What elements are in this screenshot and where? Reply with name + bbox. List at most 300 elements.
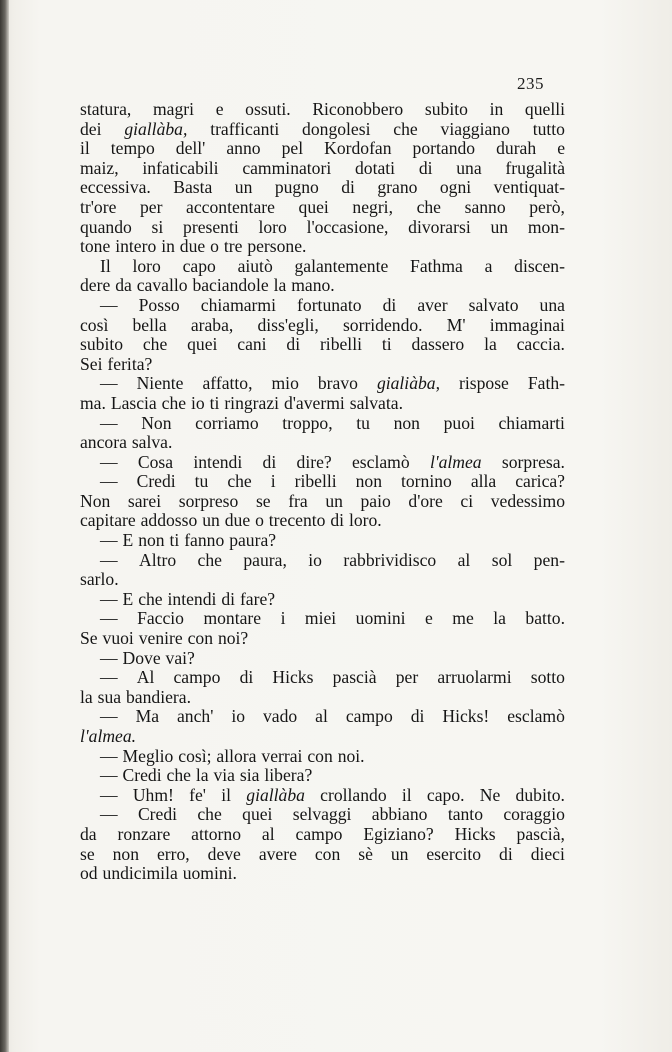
word: vado [263, 706, 298, 727]
word: sè [358, 843, 373, 864]
word: d'ore [408, 490, 443, 511]
word: — [100, 549, 118, 570]
text-line [80, 316, 565, 336]
word: Cosa [137, 451, 174, 472]
word: un [325, 490, 343, 511]
word: paura, [243, 549, 287, 570]
word: coraggio [503, 804, 565, 825]
word: vuoi [102, 628, 134, 649]
word: — [100, 804, 118, 825]
word: per [139, 196, 163, 217]
word: un [234, 177, 253, 198]
word: od [80, 863, 98, 884]
word: che [197, 549, 222, 570]
word: Meglio [122, 745, 174, 766]
word: così [80, 314, 109, 335]
word: Ne [479, 784, 501, 805]
word: dei [80, 118, 102, 139]
word: una [539, 294, 565, 315]
word: dassero [411, 334, 465, 355]
word: Sei [80, 353, 103, 374]
word: Al [136, 667, 155, 688]
word: non [355, 471, 383, 492]
word: Posso [138, 294, 180, 315]
word: capo [182, 255, 216, 276]
text-line [80, 551, 565, 571]
word: Non [141, 412, 172, 433]
word: rabbrividisco [343, 549, 437, 570]
word: addosso [140, 510, 198, 531]
word: eccessiva. [80, 177, 151, 198]
word: non [112, 843, 139, 864]
word: sua [97, 686, 122, 707]
text-line [80, 766, 565, 786]
word: tone [80, 236, 111, 257]
page-number: 235 [517, 74, 544, 93]
word: aver [417, 294, 448, 315]
word: — [100, 373, 118, 394]
word: noi? [217, 628, 249, 649]
word: — [100, 608, 118, 629]
word: Credi [137, 804, 178, 825]
word: Hicks! [442, 706, 490, 727]
word: ma. [80, 392, 106, 413]
word: uomini [355, 608, 406, 629]
word: giallàba, [124, 118, 188, 139]
word: sanno [464, 196, 506, 217]
word: camminatori [242, 157, 332, 178]
word: sarei [127, 490, 162, 511]
word: se [80, 843, 95, 864]
text-line [80, 198, 565, 218]
word: ferita? [107, 353, 153, 374]
word: a [484, 255, 493, 276]
word: — [100, 667, 118, 688]
word: la [80, 686, 93, 707]
word: Credi [136, 471, 176, 492]
word: così; [178, 745, 212, 766]
word: — [100, 784, 118, 805]
word: subito [424, 99, 468, 119]
word: tanto [447, 804, 483, 825]
text-line [80, 570, 565, 590]
word: — [100, 471, 118, 492]
text-line [80, 845, 565, 865]
word: immaginai [489, 314, 565, 335]
word: affatto, [202, 373, 253, 394]
word: puoi [443, 412, 475, 433]
word: Kordofan [324, 138, 392, 159]
word: sol [491, 549, 513, 570]
word: la [273, 275, 287, 296]
text-line [80, 747, 565, 767]
word: Egiziano? [363, 823, 434, 844]
word: campo [345, 706, 393, 727]
word: montare [203, 608, 262, 629]
word: giallàba [246, 784, 305, 805]
word: l'occasione, [306, 216, 389, 237]
word: chiamarti [498, 412, 565, 433]
word: Niente [136, 373, 184, 394]
word: sorpreso [178, 490, 239, 511]
word: di [286, 334, 301, 355]
word: con [187, 628, 214, 649]
word: arruolarmi [437, 667, 512, 688]
text-line [80, 120, 565, 140]
word: il [401, 784, 412, 805]
word: Hicks [454, 823, 496, 844]
word: dieci [530, 843, 565, 864]
word: d'avermi [283, 392, 345, 413]
word: galantemente [294, 255, 389, 276]
word: non [393, 412, 420, 433]
word: uomini. [182, 863, 237, 884]
word: Credi [122, 765, 162, 786]
text-line [80, 707, 565, 727]
word: bella [132, 314, 167, 335]
word: con [314, 843, 341, 864]
word: maiz, [80, 157, 119, 178]
word: il [80, 138, 90, 159]
word: di [341, 177, 355, 198]
page-spine-edge [0, 0, 9, 1052]
word: per [395, 667, 419, 688]
word: un [390, 843, 409, 864]
text-line [80, 335, 565, 355]
word: esercito [426, 843, 482, 864]
word: in [489, 99, 504, 119]
text-line [80, 139, 565, 159]
word: caccia. [516, 334, 565, 355]
word: venire [138, 628, 183, 649]
word: ti [381, 334, 392, 355]
word: chiamarmi [200, 294, 276, 315]
text-line [80, 394, 565, 414]
word: quei [242, 804, 273, 825]
text-line [80, 414, 565, 434]
text-line [80, 688, 565, 708]
word: io [231, 706, 246, 727]
word: — [100, 765, 118, 786]
word: di [239, 667, 254, 688]
word: crollando [320, 784, 387, 805]
word: però, [529, 196, 565, 217]
word: magri [152, 99, 195, 119]
word: di [382, 294, 397, 315]
word: sorridendo. [342, 314, 423, 335]
word: E [122, 588, 134, 609]
word: non [138, 530, 165, 551]
word: sorpresa. [501, 451, 565, 472]
word: carica? [515, 471, 565, 492]
word: bravo [317, 373, 358, 394]
word: tornino [401, 471, 452, 492]
word: trafficanti [210, 118, 280, 139]
word: alla [470, 471, 497, 492]
word: e [557, 138, 565, 159]
word: — [100, 412, 118, 433]
word: intendi [193, 451, 243, 472]
text-line [80, 178, 565, 198]
word: persone. [247, 236, 307, 257]
word: sarlo. [80, 569, 119, 590]
word: trecento [268, 510, 326, 531]
word: araba, [190, 314, 234, 335]
word: — [100, 530, 118, 551]
word: me [452, 608, 474, 629]
text-line [80, 786, 565, 806]
text-line [80, 257, 565, 277]
word: loro [132, 255, 161, 276]
word: dongolesi [302, 118, 371, 139]
word: l'almea [429, 451, 482, 472]
word: dubito. [515, 784, 565, 805]
text-line [80, 100, 565, 120]
word: la [493, 608, 506, 629]
word: fe' [189, 784, 206, 805]
word: — [100, 588, 118, 609]
word: tu [356, 412, 370, 433]
text-line [80, 218, 565, 238]
word: pugno [274, 177, 319, 198]
word: capitare [80, 510, 136, 531]
word: ti [209, 392, 220, 413]
word: capo. [426, 784, 465, 805]
text-line [80, 590, 565, 610]
word: salvato [468, 294, 519, 315]
word: fortunato [297, 294, 362, 315]
word: di [418, 157, 433, 178]
word: da [80, 823, 97, 844]
word: anch' [176, 706, 214, 727]
word: E [122, 530, 134, 551]
word: salvata. [349, 392, 403, 413]
text-line [80, 668, 565, 688]
word: accontentare [186, 196, 275, 217]
word: al [457, 549, 471, 570]
word: la [484, 334, 497, 355]
word: portando [412, 138, 476, 159]
word: che [142, 334, 168, 355]
word: di [262, 451, 277, 472]
word: — [100, 647, 118, 668]
word: statura, [80, 99, 132, 119]
word: in [161, 236, 175, 257]
word: o [255, 510, 264, 531]
word: da [115, 275, 132, 296]
word: cani [237, 334, 267, 355]
word: mano. [291, 275, 335, 296]
word: viaggiano [440, 118, 510, 139]
word: intero [115, 236, 157, 257]
word: rispose [459, 373, 509, 394]
word: che [197, 804, 222, 825]
word: ogni [439, 177, 472, 198]
word: corriamo [195, 412, 259, 433]
word: due [224, 510, 251, 531]
word: al [315, 706, 328, 727]
text-line [80, 453, 565, 473]
word: batto. [525, 608, 565, 629]
word: tu [194, 471, 209, 492]
word: — [100, 706, 118, 727]
word: — [100, 294, 118, 315]
word: divorarsi [408, 216, 471, 237]
word: negri, [352, 196, 393, 217]
word: di [499, 843, 513, 864]
text-line [80, 629, 565, 649]
word: dere [80, 275, 111, 296]
word: pascià, [516, 823, 565, 844]
word: libera? [264, 765, 313, 786]
word: durah [496, 138, 537, 159]
word: io [191, 392, 205, 413]
word: con [307, 745, 333, 766]
word: vai? [165, 647, 195, 668]
word: presenti [183, 216, 239, 237]
word: aiutò [237, 255, 273, 276]
word: Ma [135, 706, 160, 727]
text-line [80, 492, 565, 512]
word: gialiàba, [376, 373, 440, 394]
word: tre [223, 236, 243, 257]
text-line [80, 355, 565, 375]
word: salva. [131, 432, 173, 453]
word: due [179, 236, 206, 257]
text-line [80, 276, 565, 296]
word: che [227, 471, 252, 492]
text-line [80, 864, 565, 884]
word: quei [187, 334, 218, 355]
word: sotto [530, 667, 565, 688]
word: fare? [239, 588, 276, 609]
word: paio [360, 490, 391, 511]
word: selvaggi [292, 804, 352, 825]
word: esclamò [507, 706, 565, 727]
body-text [80, 100, 565, 884]
word: che [393, 118, 418, 139]
word: pen- [533, 549, 565, 570]
text-line [80, 805, 565, 825]
word: ronzare [117, 823, 171, 844]
word: Fath- [527, 373, 565, 394]
word: anno [226, 138, 261, 159]
word: ti [169, 530, 180, 551]
word: loro [258, 216, 287, 237]
word: — [100, 745, 118, 766]
word: mio [271, 373, 299, 394]
word: — [100, 451, 118, 472]
word: grano [377, 177, 418, 198]
word: Basta [173, 177, 213, 198]
word: M' [446, 314, 466, 335]
word: pel [281, 138, 304, 159]
word: ringrazi [224, 392, 280, 413]
word: ribelli [319, 334, 362, 355]
word: dire? [296, 451, 332, 472]
word: Lascia [110, 392, 157, 413]
word: una [456, 157, 482, 178]
text-line [80, 159, 565, 179]
word: campo [295, 823, 343, 844]
word: Non [80, 490, 111, 511]
word: se [255, 490, 271, 511]
word: intendi [167, 588, 217, 609]
word: quei [298, 196, 329, 217]
word: di [221, 588, 236, 609]
text-line [80, 237, 565, 257]
word: ancora [80, 432, 127, 453]
word: deve [207, 843, 241, 864]
text-line [80, 531, 565, 551]
text-line [80, 296, 565, 316]
word: al [261, 823, 275, 844]
word: bandiera. [126, 686, 191, 707]
text-line [80, 433, 565, 453]
word: si [151, 216, 164, 237]
word: che [138, 588, 163, 609]
word: noi. [337, 745, 365, 766]
word: abbiano [371, 804, 428, 825]
word: mon- [527, 216, 565, 237]
text-line [80, 825, 565, 845]
text-line [80, 649, 565, 669]
word: il [221, 784, 232, 805]
word: la [195, 765, 209, 786]
word: verrai [261, 745, 303, 766]
word: i [270, 471, 276, 492]
word: ossuti. [245, 99, 291, 119]
word: e [425, 608, 433, 629]
word: l'almea. [80, 726, 137, 746]
word: troppo, [282, 412, 333, 433]
word: via [213, 765, 235, 786]
word: loro. [348, 510, 382, 531]
word: Se [80, 628, 98, 649]
word: fanno [184, 530, 225, 551]
word: Faccio [137, 608, 184, 629]
word: infaticabili [142, 157, 219, 178]
word: Dove [122, 647, 161, 668]
word: discen- [514, 255, 565, 276]
word: i [280, 608, 286, 629]
word: ventiquat- [493, 177, 565, 198]
word: allora [216, 745, 257, 766]
word: tempo [110, 138, 155, 159]
word: o [210, 236, 219, 257]
word: quelli [524, 99, 565, 119]
word: pascià [332, 667, 377, 688]
word: di [330, 510, 345, 531]
word: avere [258, 843, 297, 864]
word: Il [100, 255, 111, 276]
word: io [308, 549, 322, 570]
word: erro, [156, 843, 190, 864]
word: tr'ore [80, 196, 117, 217]
word: attorno [191, 823, 242, 844]
word: un [202, 510, 220, 531]
word: ribelli [294, 471, 337, 492]
word: frugalità [505, 157, 565, 178]
word: sia [239, 765, 260, 786]
text-line [80, 374, 565, 394]
word: paura? [229, 530, 277, 551]
word: esclamò [352, 451, 410, 472]
word: diss'egli, [257, 314, 319, 335]
word: che [416, 196, 441, 217]
word: tutto [532, 118, 565, 139]
text-line [80, 727, 565, 747]
